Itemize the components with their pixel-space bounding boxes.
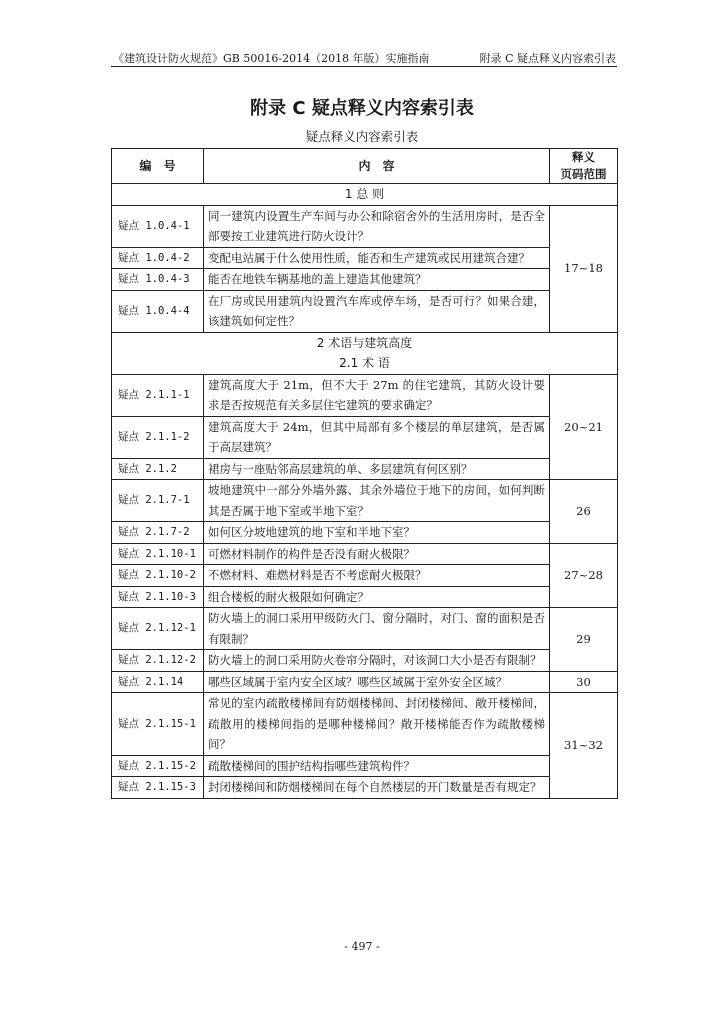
- running-header-left: 《建筑设计防火规范》GB 50016-2014（2018 年版）实施指南: [113, 52, 430, 65]
- col-header-page-line1: 释义: [572, 150, 595, 164]
- col-header-code: 编 号: [112, 149, 204, 184]
- entry-code: 疑点 2.1.12-2: [112, 650, 204, 672]
- entry-text: 能否在地铁车辆基地的盖上建造其他建筑？: [204, 269, 550, 291]
- page-range: 27~28: [550, 543, 618, 608]
- table-row: [112, 671, 618, 693]
- entry-code: 疑点 2.1.12-1: [112, 608, 204, 650]
- table-row: [112, 416, 618, 458]
- table-row: [112, 205, 618, 247]
- table-row: [112, 480, 618, 522]
- entry-text: 裙房与一座贴邻高层建筑的单、多层建筑有何区别？: [204, 458, 550, 480]
- section-heading: 1 总 则: [112, 184, 618, 206]
- entry-code: 疑点 2.1.10-3: [112, 586, 204, 608]
- table-row: [112, 458, 618, 480]
- col-header-page-line2: 页码范围: [560, 167, 607, 181]
- table-row: [112, 543, 618, 565]
- table-row: [112, 565, 618, 587]
- subsection-heading: 2.1 术 语: [339, 356, 390, 370]
- entry-text: 同一建筑内设置生产车间与办公和除宿舍外的生活用房时，是否全部要按工业建筑进行防火设计？: [204, 205, 550, 247]
- table-row: [112, 693, 618, 756]
- entry-code: 疑点 2.1.15-3: [112, 777, 204, 799]
- entry-code: 疑点 2.1.7-2: [112, 522, 204, 544]
- table-row: [112, 586, 618, 608]
- entry-code: 疑点 1.0.4-3: [112, 269, 204, 291]
- entry-text: 可燃材料制作的构件是否没有耐火极限？: [204, 543, 550, 565]
- entry-code: 疑点 2.1.7-1: [112, 480, 204, 522]
- entry-text: 建筑高度大于 24m，但其中局部有多个楼层的单层建筑，是否属于高层建筑？: [204, 416, 550, 458]
- section-heading: [112, 332, 618, 374]
- entry-code: 疑点 2.1.15-1: [112, 693, 204, 756]
- entry-code: 疑点 2.1.14: [112, 671, 204, 693]
- header-rule: [111, 66, 617, 67]
- section-heading-row: [112, 184, 618, 206]
- table-row: [112, 777, 618, 799]
- entry-code: 疑点 2.1.2: [112, 458, 204, 480]
- entry-code: 疑点 2.1.10-1: [112, 543, 204, 565]
- table-caption: 疑点释义内容索引表: [305, 129, 419, 144]
- running-header-right: 附录 C 疑点释义内容索引表: [479, 52, 616, 65]
- entry-code: 疑点 2.1.1-1: [112, 374, 204, 416]
- entry-text: 常见的室内疏散楼梯间有防烟楼梯间、封闭楼梯间、敞开楼梯间，疏散用的楼梯间指的是哪种楼梯间？敞开楼梯能否作为疏散楼梯间？: [204, 693, 550, 756]
- table-row: [112, 522, 618, 544]
- entry-code: 疑点 1.0.4-2: [112, 247, 204, 269]
- entry-text: 建筑高度大于 21m，但不大于 27m 的住宅建筑，其防火设计要求是否按规范有关多层住宅建筑的要求确定？: [204, 374, 550, 416]
- table-header-row: [112, 149, 618, 184]
- section-heading-title: 2 术语与建筑高度: [316, 335, 413, 350]
- table-row: [112, 290, 618, 332]
- entry-code: 疑点 1.0.4-1: [112, 205, 204, 247]
- entry-code: 疑点 2.1.1-2: [112, 416, 204, 458]
- index-table: [111, 148, 618, 799]
- entry-code: 疑点 2.1.15-2: [112, 755, 204, 777]
- entry-text: 防火墙上的洞口采用防火卷帘分隔时，对该洞口大小是否有限制？: [204, 650, 550, 672]
- page-range: 26: [550, 480, 618, 544]
- col-header-content: 内 容: [204, 149, 550, 184]
- table-row: [112, 650, 618, 672]
- table-row: [112, 755, 618, 777]
- page-range: 17~18: [550, 205, 618, 332]
- col-header-page: [550, 149, 618, 184]
- entry-code: 疑点 1.0.4-4: [112, 290, 204, 332]
- page-range: 29: [550, 608, 618, 672]
- entry-text: 如何区分坡地建筑的地下室和半地下室？: [204, 522, 550, 544]
- entry-text: 变配电站属于什么使用性质，能否和生产建筑或民用建筑合建？: [204, 247, 550, 269]
- entry-text: 在厂房或民用建筑内设置汽车库或停车场，是否可行？如果合建，该建筑如何定性？: [204, 290, 550, 332]
- entry-text: 疏散楼梯间的围护结构指哪些建筑构件？: [204, 755, 550, 777]
- page-number: - 497 -: [344, 940, 380, 953]
- entry-code: 疑点 2.1.10-2: [112, 565, 204, 587]
- page-title: 附录 C 疑点释义内容索引表: [250, 98, 474, 119]
- entry-text: 组合楼板的耐火极限如何确定？: [204, 586, 550, 608]
- page-range: 30: [550, 671, 618, 693]
- entry-text: 不燃材料、难燃材料是否不考虑耐火极限？: [204, 565, 550, 587]
- table-row: [112, 608, 618, 650]
- table-row: [112, 374, 618, 416]
- page-range: 20~21: [550, 374, 618, 480]
- page-range: 31~32: [550, 693, 618, 799]
- section-heading-row: [112, 332, 618, 374]
- entry-text: 坡地建筑中一部分外墙外露、其余外墙位于地下的房间，如何判断其是否属于地下室或半地下室？: [204, 480, 550, 522]
- table-row: [112, 247, 618, 269]
- entry-text: 哪些区域属于室内安全区域？哪些区域属于室外安全区域？: [204, 671, 550, 693]
- entry-text: 封闭楼梯间和防烟楼梯间在每个自然楼层的开门数量是否有规定？: [204, 777, 550, 799]
- table-row: [112, 269, 618, 291]
- entry-text: 防火墙上的洞口采用甲级防火门、窗分隔时，对门、窗的面积是否有限制？: [204, 608, 550, 650]
